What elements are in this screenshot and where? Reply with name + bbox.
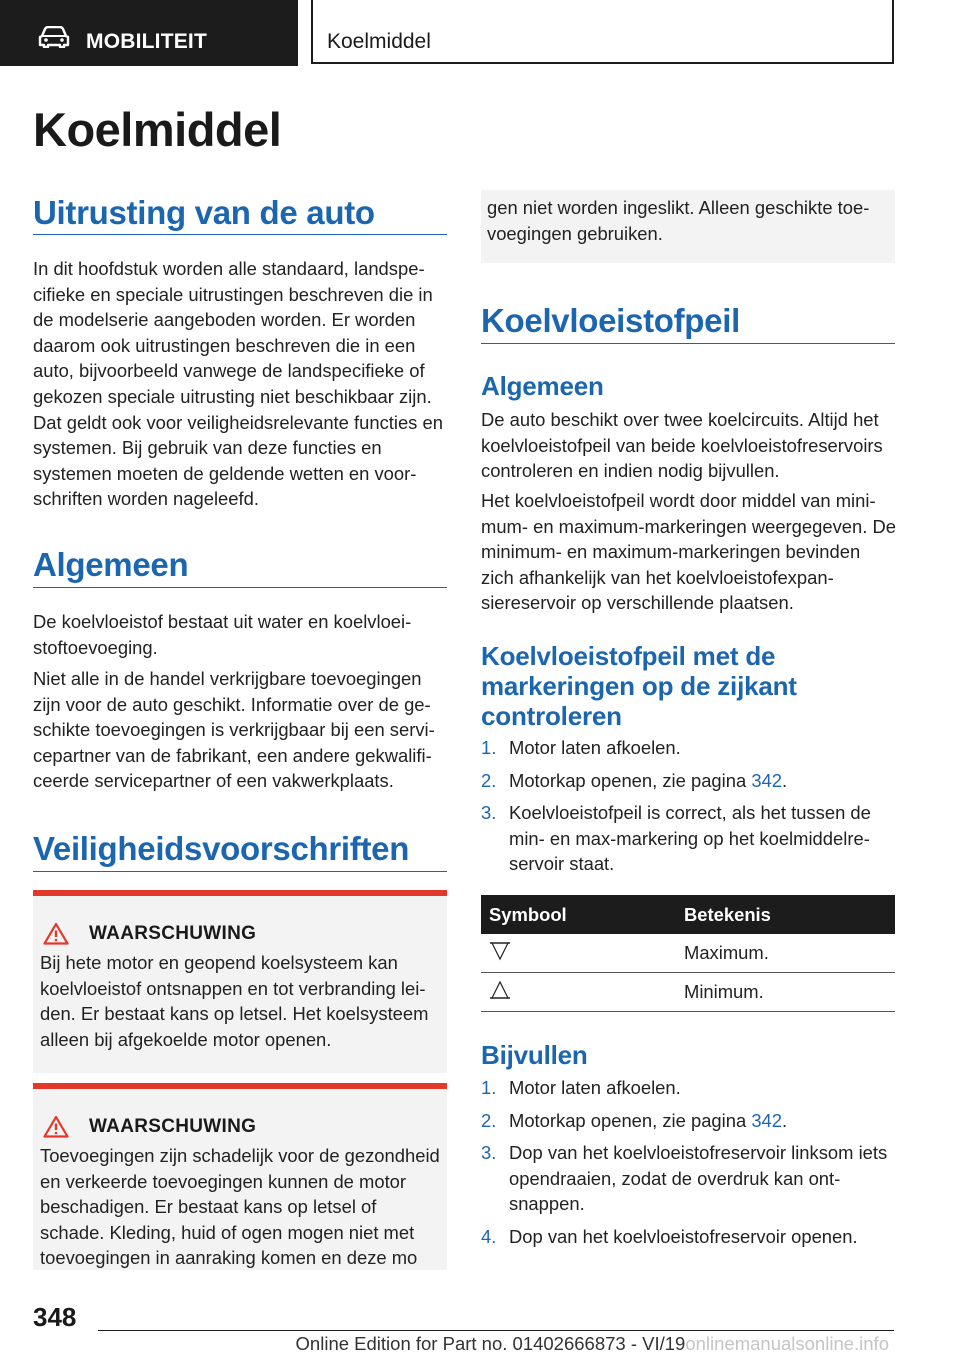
list-item: 3. Koelvloeistofpeil is correct, als het tussen de min- en max-markering op het koelmiddelreservoir staat. (481, 802, 871, 875)
list-item: 2. Motorkap openen, zie pagina 342. (481, 1109, 788, 1131)
heading-uitrusting: Uitrusting van de auto (33, 194, 375, 231)
warning-continuation (481, 190, 895, 263)
heading-veiligheid: Veiligheidsvoorschriften (33, 830, 410, 867)
list-item: 4. Dop van het koelvloeistofreservoir openen. (481, 1225, 858, 1247)
uitrusting-text: In dit hoofdstuk worden alle standaard, landspecifieke en speciale uitrustingen beschreven die in de modelserie aangeboden worden. Er worden daarom ook uitrustingen beschreven die in een auto, bijvoorbeeld vanwege de landspecifieke of gekozen speciale uitrusting niet beschikbaar zijn. Dat geldt ook voor veiligheidsrelevante functies en systemen. Bij gebruik van deze functies en systemen moeten de geldende wetten en voorschriften worden nageleefd. (33, 258, 443, 510)
table-cell: Maximum. (676, 934, 895, 973)
heading-rule (481, 343, 895, 344)
bijvullen-steps (481, 1075, 895, 1257)
section-tab[interactable] (0, 0, 298, 66)
chapter-tab-label: Koelmiddel (327, 30, 431, 53)
warning-box (33, 1083, 447, 1270)
subheading-algemeen: Algemeen (481, 371, 604, 401)
chapter-tab[interactable] (311, 0, 894, 64)
car-icon (38, 26, 70, 48)
heading-koelvloeistofpeil: Koelvloeistofpeil (481, 302, 740, 339)
warning-text: Toevoegingen zijn schadelijk voor de gezondheid en verkeerde toevoegingen kunnen de motor beschadigen. Er bestaat kans op letsel of schade. Kleding, huid of ogen mogen niet met toevoegingen in aanraking komen en deze mo (40, 1145, 440, 1269)
heading-algemeen: Algemeen (33, 546, 189, 583)
controleren-steps (481, 735, 895, 884)
watermark: onlinemanualsonline.info (685, 1333, 889, 1354)
footer-rule (98, 1330, 894, 1331)
list-item: 3. Dop van het koelvloeistofreservoir linksom iets opendraaien, zodat de overdruk kan ontsnappen. (481, 1142, 888, 1215)
list-item: 2. Motorkap openen, zie pagina 342. (481, 769, 788, 791)
page-title: Koelmiddel (33, 103, 282, 156)
list-item: 1. Motor laten afkoelen. (481, 1077, 681, 1098)
subheading-controleren: Koelvloeistofpeil met de markeringen op de zijkant controleren (481, 641, 797, 731)
table-cell: Minimum. (676, 973, 895, 1012)
peil-algemeen-text-2: Het koelvloeistofpeil wordt door middel van minimum- en maximum-markeringen weergegeven. De minimum- en maximum-markeringen bevinden zich afhankelijk van het koelvloeistofexpansiereservoir op verschillende plaatsen. (481, 490, 896, 614)
section-label: MOBILITEIT (86, 30, 207, 53)
heading-rule (33, 871, 447, 872)
algemeen-text-2: Niet alle in de handel verkrijgbare toevoegingen zijn voor de auto geschikt. Informatie over de geschikte toevoegingen is verkrijgbaar bij een servicepartner van de fabrikant, een andere gekwalificeerde servicepartner of een vakwerkplaats. (33, 668, 435, 792)
warning-text: Bij hete motor en geopend koelsysteem kan koelvloeistof ontsnappen en tot verbranding leiden. Er bestaat kans op letsel. Het koelsysteem alleen bij afgekoelde motor openen. (40, 952, 429, 1050)
warning-box (33, 890, 447, 1073)
table-header: Betekenis (676, 895, 895, 934)
heading-rule (33, 234, 447, 235)
table-row (481, 934, 895, 973)
footer-edition: Online Edition for Part no. 01402666873 - VI/19onlinemanualsonline.info (295, 1333, 889, 1354)
max-marker-icon (489, 941, 511, 961)
heading-rule (33, 587, 447, 588)
warning-continuation-text: gen niet worden ingeslikt. Alleen geschikte toevoegingen gebruiken. (487, 197, 870, 244)
table-row (481, 973, 895, 1012)
min-marker-icon (489, 980, 511, 1000)
peil-algemeen-text-1: De auto beschikt over twee koelcircuits. Altijd het koelvloeistofpeil van beide koelvloeistofreservoirs controleren en indien nodig bijvullen. (481, 409, 883, 482)
warning-label: WAARSCHUWING (89, 1115, 257, 1137)
warning-icon (43, 922, 69, 945)
list-item: 1. Motor laten afkoelen. (481, 737, 681, 758)
page-number: 348 (33, 1302, 77, 1332)
symbol-table (481, 895, 895, 1012)
subheading-bijvullen: Bijvullen (481, 1040, 588, 1070)
warning-icon (43, 1115, 69, 1138)
table-header: Symbool (481, 895, 676, 934)
page-link[interactable]: 342 (751, 1109, 782, 1131)
algemeen-text-1: De koelvloeistof bestaat uit water en koelvloeistoftoevoeging. (33, 611, 412, 658)
header-bar (0, 0, 960, 66)
page-link[interactable]: 342 (751, 769, 782, 791)
warning-label: WAARSCHUWING (89, 922, 257, 944)
